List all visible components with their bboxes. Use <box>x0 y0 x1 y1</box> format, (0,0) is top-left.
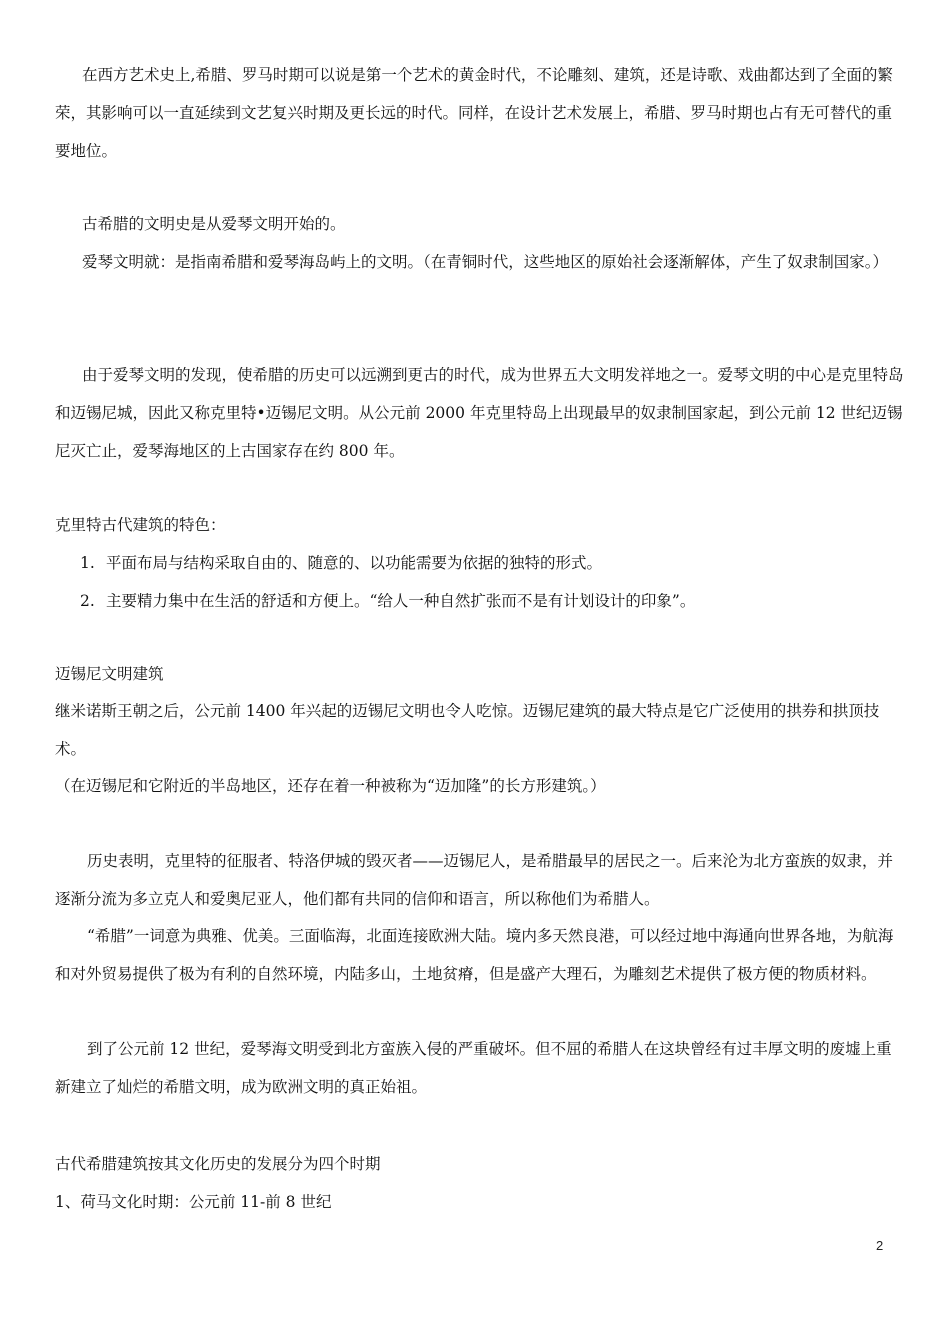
paragraph-greece-meaning: “希腊”一词意为典雅、优美。三面临海，北面连接欧洲大陆。境内多天然良港，可以经过地中海通向世界各地，为航海和对外贸易提供了极为有利的自然环境，内陆多山，土地贫瘠，但是盛产大理石，为雕刻艺术提供了极方便的物质材料。 <box>55 927 894 983</box>
list-item <box>80 582 900 620</box>
page-number: 2 <box>876 1238 884 1253</box>
paragraph-aegean-history: 由于爱琴文明的发现，使希腊的历史可以远溯到更古的时代，成为世界五大文明发祥地之一。爱琴文明的中心是克里特岛和迈锡尼城，因此又称克里特•迈锡尼文明。从公元前 2000 年克里特岛上出现最早的奴隶制国家起，到公元前 12 世纪迈锡尼灭亡止，爱琴海地区的上古国家存在约 800 年。 <box>55 366 904 460</box>
list-text: 主要精力集中在生活的舒适和方便上。“给人一种自然扩张而不是有计划设计的印象”。 <box>106 592 696 610</box>
periods-heading: 古代希腊建筑按其文化历史的发展分为四个时期 <box>55 1155 381 1173</box>
paragraph-megaron-note: （在迈锡尼和它附近的半岛地区，还存在着一种被称为“迈加隆”的长方形建筑。） <box>55 777 606 795</box>
list-number: 1. <box>80 554 95 572</box>
paragraph-greek-civilization: 到了公元前 12 世纪，爱琴海文明受到北方蛮族入侵的严重破坏。但不屈的希腊人在这块曾经有过丰厚文明的废墟上重新建立了灿烂的希腊文明，成为欧洲文明的真正始祖。 <box>55 1040 892 1096</box>
paragraph-intro: 在西方艺术史上,希腊、罗马时期可以说是第一个艺术的黄金时代，不论雕刻、建筑，还是诗歌、戏曲都达到了全面的繁荣，其影响可以一直延续到文艺复兴时期及更长远的时代。同样，在设计艺术发展上，希腊、罗马时期也占有无可替代的重要地位。 <box>55 66 893 160</box>
mycenae-heading: 迈锡尼文明建筑 <box>55 665 164 683</box>
paragraph-mycenaeans: 历史表明，克里特的征服者、特洛伊城的毁灭者——迈锡尼人，是希腊最早的居民之一。后来沦为北方蛮族的奴隶，并逐渐分流为多立克人和爱奥尼亚人，他们都有共同的信仰和语言，所以称他们为希腊人。 <box>55 852 894 908</box>
paragraph-aegean-definition: 爱琴文明就：是指南希腊和爱琴海岛屿上的文明。（在青铜时代，这些地区的原始社会逐渐解体，产生了奴隶制国家。） <box>82 253 889 271</box>
paragraph-aegean-origin: 古希腊的文明史是从爱琴文明开始的。 <box>82 215 346 233</box>
list-number: 2. <box>80 592 95 610</box>
paragraph-mycenae-arch: 继米诺斯王朝之后，公元前 1400 年兴起的迈锡尼文明也令人吃惊。迈锡尼建筑的最大特点是它广泛使用的拱券和拱顶技术。 <box>55 702 880 758</box>
crete-features-heading: 克里特古代建筑的特色： <box>55 516 226 534</box>
list-text: 平面布局与结构采取自由的、随意的、以功能需要为依据的独特的形式。 <box>106 554 603 572</box>
list-item <box>80 544 900 582</box>
period-item-homeric: 1、荷马文化时期：公元前 11-前 8 世纪 <box>55 1193 332 1211</box>
